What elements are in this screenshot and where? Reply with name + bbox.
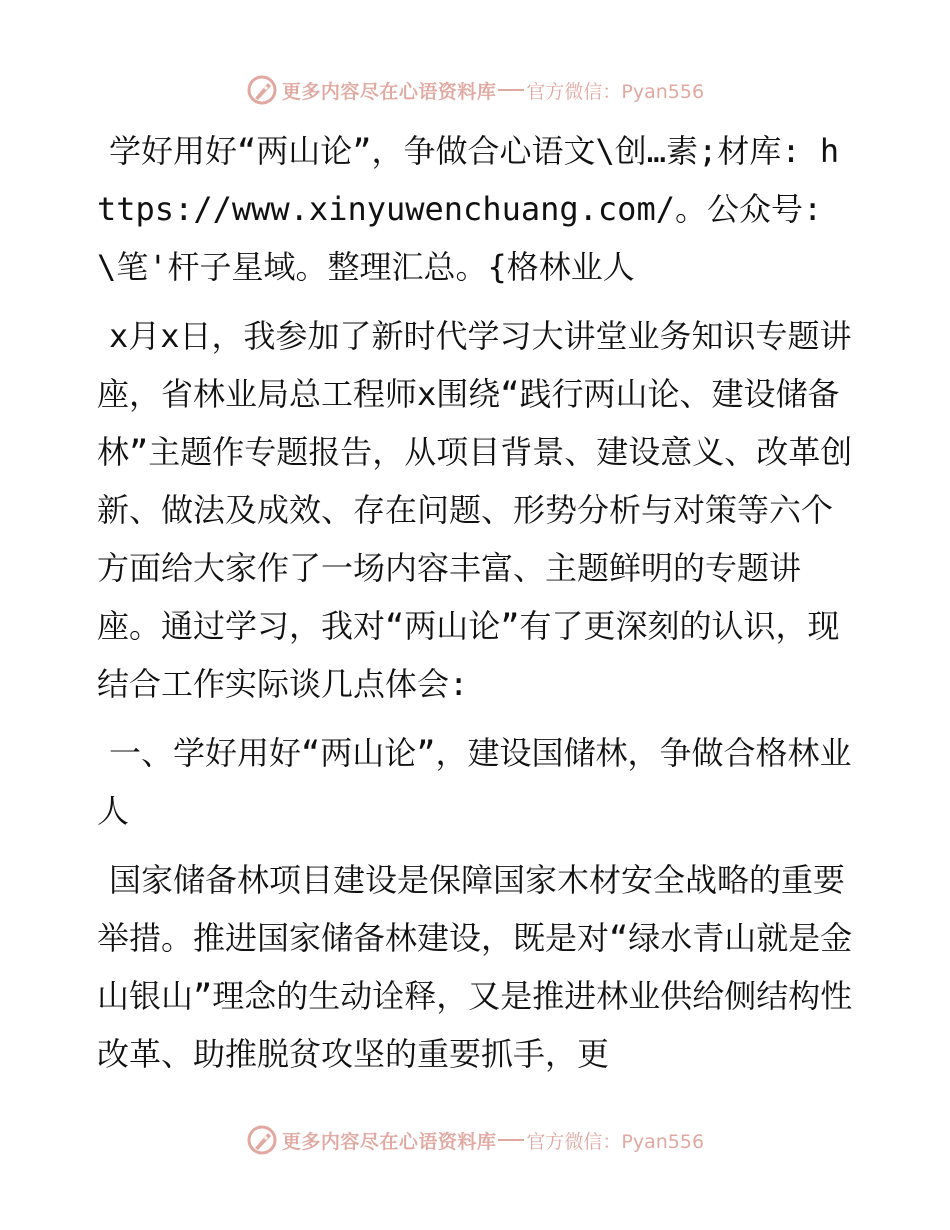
article-body — [97, 122, 857, 1094]
banner-divider — [498, 1139, 524, 1141]
section-heading-1: 一、学好用好“两山论”，建设国储林，争做合格林业人 — [97, 734, 852, 830]
banner-wechat-id: 官方微信：Pyan556 — [526, 1130, 705, 1153]
pen-nib-logo-icon — [246, 1124, 278, 1156]
banner-slogan: 更多内容尽在心语资料库 — [281, 1130, 497, 1153]
banner-wechat-id: 官方微信：Pyan556 — [526, 80, 705, 103]
footer-banner — [0, 1120, 950, 1160]
pen-nib-logo-icon — [246, 74, 278, 106]
banner-slogan: 更多内容尽在心语资料库 — [281, 80, 497, 103]
header-banner — [0, 70, 950, 110]
paragraph-2: x月x日，我参加了新时代学习大讲堂业务知识专题讲座，省林业局总工程师x围绕“践行两山论、建设储备林”主题作专题报告，从项目背景、建设意义、改革创新、做法及成效、存在问题、形势分析与对策等六个方面给大家作了一场内容丰富、主题鲜明的专题讲座。通过学习，我对“两山论”有了更深刻的认识，现结合工作实际谈几点体会: — [97, 317, 853, 703]
paragraph-3: 国家储备林项目建设是保障国家木材安全战略的重要举措。推进国家储备林建设，既是对“绿水青山就是金山银山”理念的生动诠释，又是推进林业供给侧结构性改革、助推脱贫攻坚的重要抓手，更 — [97, 861, 853, 1073]
paragraph-1: 学好用好“两山论”，争做合心语文\创…素;材库: https://www.xinyuwenchuang.com/。公众号: \笔'杆子星域。整理汇总。{格林业人 — [97, 132, 840, 286]
banner-divider — [498, 89, 524, 91]
